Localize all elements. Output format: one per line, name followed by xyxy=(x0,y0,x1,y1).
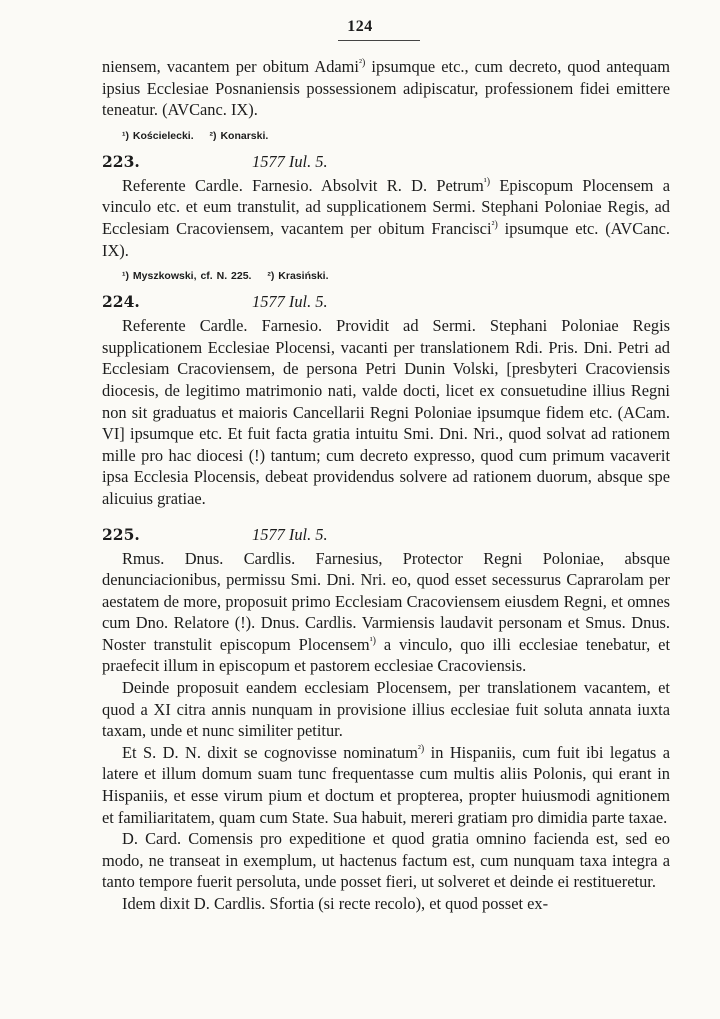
footnote-ref: ²) xyxy=(359,57,366,69)
page-content xyxy=(102,56,670,915)
entry-225-paragraph-4: D. Card. Comensis pro expeditione et quod gratia omnino facienda est, sed eo modo, ne transeat in exemplum, ut hactenus factum est, cum nunquam taxa integra a tanto tempore fuerit persoluta, unde posset fieri, ut solveret et deinde ei restitueretur. xyxy=(102,829,670,892)
footnote: ¹) Kościelecki. xyxy=(122,129,194,142)
footnote: ²) Konarski. xyxy=(209,129,269,142)
entry-number: 225. xyxy=(102,524,140,544)
entry-225-paragraph-5: Idem dixit D. Cardlis. Sfortia (si recte recolo), et quod posset ex- xyxy=(122,894,549,913)
entry-225-paragraph-2: Deinde proposuit eandem ecclesiam Plocensem, per translationem vacantem, et quod a XI citra annis nunquam in provisione illius ecclesiae fuit soluta annata iuxta taxam, unde et nunc similiter petitur. xyxy=(102,678,670,741)
entry-225-paragraph-3: Et S. D. N. dixit se cognovisse nominatum$^{^2)}$ in Hispaniis, cum fuit ibi legatus a latere et illum domum suam tunc frequentasse cum multis aliis Polonis, qui erant in Hispaniis, et esse virum pium et doctum et propterea, propter huiusmodi agnitionem et familiaritatem, quam cum State. Sua habuit, mereri gratiam pro dimidia parte taxae. xyxy=(102,742,670,827)
footnote-ref: ²) xyxy=(491,219,498,231)
footnotes xyxy=(122,129,670,143)
entry-224-text: Referente Cardle. Farnesio. Providit ad Sermi. Stephani Poloniae Regis supplicationem Ecclesiae Plocensi, vacanti per translationem Rdi. Pris. Dni. Petri ad Ecclesiam Cracoviensem, de persona Petri Dunin Volski, [presbyteri Cracoviensis diocesis, de legitimo matrimonio nati, valde docti, licet ex consuetudine illius Regni non sit graduatus et maioris Cancellarii Regni Poloniae ipsumque fidem etc. (ACam. VI] ipsumque etc. Et fuit facta gratia intuitu Smi. Dni. Nri., quod solvat ad rationem mille pro hac diocesi (!) tantum; cum decreto expresso, quod cum primum vacaverit ipsa Ecclesia Plocensis, debeat providendus solvere ad rationem duorum, absque spe alicuius gratiae. xyxy=(102,316,670,508)
footnote: ²) Krasiński. xyxy=(267,270,329,283)
entry-225-paragraph-1: Rmus. Dnus. Cardlis. Farnesius, Protector Regni Poloniae, absque denunciacionibus, permissu Smi. Dni. Nri. eo, quod esset secessurus Caprarolam per aestatem de more, proposuit primo Ecclesiam Cracoviensem eiusdem Regni, et omnes cum Dno. Relatore (!). Dnus. Cardlis. Varmiensis laudavit personam et Smus. Dnus. Noster transtulit episcopum Plocensem$^{^1)}$ a vinculo, quo illi ecclesiae tenebatur, et praefecit illum in episcopum et pastorem ecclesiae Cracoviensis. xyxy=(102,548,670,676)
entry-number: 223. xyxy=(102,151,140,171)
entry-date: 1577 Iul. 5. xyxy=(252,292,328,312)
footnote-ref: ¹) xyxy=(369,635,377,647)
footnote-ref: ¹) xyxy=(483,176,491,188)
entry-223-text: Referente Cardle. Farnesio. Absolvit R. D. Petrum$^{^1)}$ Episcopum Plocensem a vinculo etc. et eum transtulit, ad supplicationem Sermi. Stephani Poloniae Regis, ad Ecclesiam Cracoviensem, vacantem per obitum Francisci$^{^2)}$ ipsumque etc. (AVCanc. IX). xyxy=(102,175,671,260)
entry-date: 1577 Iul. 5. xyxy=(252,151,328,171)
entry-number: 224. xyxy=(102,292,140,312)
continuation-paragraph: niensem, vacantem per obitum Adami$^{^2)}$ ipsumque etc., cum decreto, quod antequam ipsius Ecclesiae Posnaniensis possessionem adipiscatur, professionem fidei emittere teneatur. (AVCanc. IX). xyxy=(102,57,670,120)
entry-header-223 xyxy=(102,151,670,173)
entry-header-225 xyxy=(102,524,670,546)
footnote-ref: ²) xyxy=(417,743,425,755)
entry-date: 1577 Iul. 5. xyxy=(252,524,328,544)
footnote: ¹) Myszkowski, cf. N. 225. xyxy=(122,270,252,283)
entry-header-224 xyxy=(102,291,670,313)
header-rule xyxy=(338,40,420,41)
footnotes xyxy=(122,269,670,283)
page-number: 124 xyxy=(347,18,373,35)
